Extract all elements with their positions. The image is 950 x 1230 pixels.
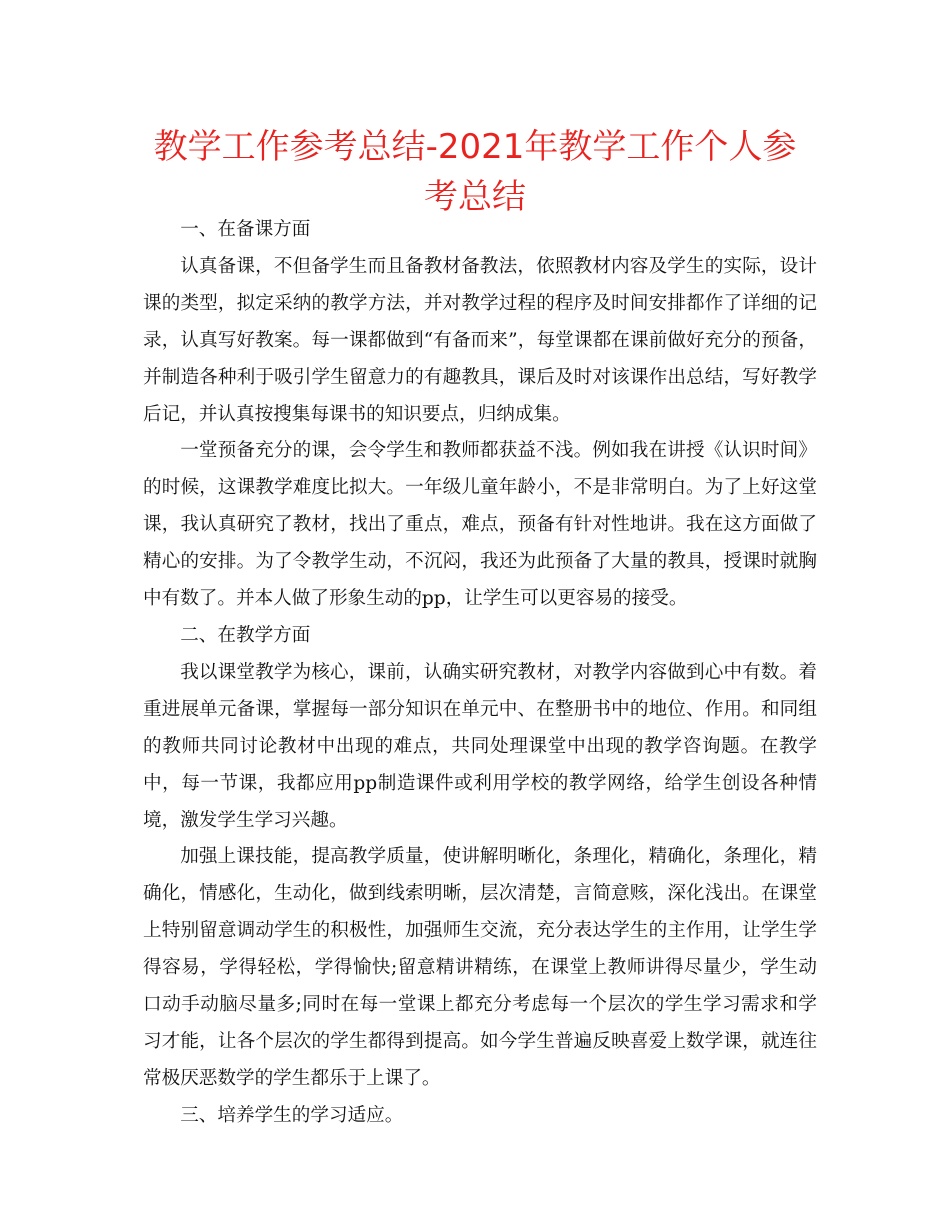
paragraph-lesson-prep: 认真备课，不但备学生而且备教材备教法，依照教材内容及学生的实际，设计课的类型，拟定采纳的教学方法，并对教学过程的程序及时间安排都作了详细的记录，认真写好教案。每一课都做到“有备而来”，每堂课都在课前做好充分的预备，并制造各种利于吸引学生留意力的有趣教具，课后及时对该课作出总结，写好教学后记，并认真按搜集每课书的知识要点，归纳成集。 [143, 255, 817, 425]
section-heading-teaching: 二、在教学方面 [180, 624, 311, 646]
section-heading-study-habits: 三、培养学生的学习适应。 [180, 1104, 404, 1126]
paragraph-prepared-lesson-example: 一堂预备充分的课，会令学生和教师都获益不浅。例如我在讲授《认识时间》的时候，这课教学难度比拟大。一年级儿童年龄小，不是非常明白。为了上好这堂课，我认真研究了教材，找出了重点，难点，预备有针对性地讲。我在这方面做了精心的安排。为了令教学生动，不沉闷，我还为此预备了大量的教具，授课时就胸中有数了。并本人做了形象生动的pp，让学生可以更容易的接受。 [143, 440, 817, 610]
section-heading-lesson-prep: 一、在备课方面 [180, 219, 311, 240]
document-body [143, 212, 817, 1135]
paragraph-classroom-core: 我以课堂教学为核心，课前，认确实研究教材，对教学内容做到心中有数。着重进展单元备课，掌握每一部分知识在单元中、在整册书中的地位、作用。和同组的教师共同讨论教材中出现的难点，共同处理课堂中出现的教学咨询题。在教学中，每一节课，我都应用pp制造课件或利用学校的教学网络，给学生创设各种情境，激发学生学习兴趣。 [143, 661, 817, 831]
document-title: 教学工作参考总结-2021年教学工作个人参考总结 [153, 127, 797, 217]
paragraph-teaching-skills: 加强上课技能，提高教学质量，使讲解明晰化，条理化，精确化，条理化，精确化，情感化，生动化，做到线索明晰，层次清楚，言简意赅，深化浅出。在课堂上特别留意调动学生的积极性，加强师生交流，充分表达学生的主作用，让学生学得容易，学得轻松，学得愉快;留意精讲精练，在课堂上教师讲得尽量少，学生动口动手动脑尽量多;同时在每一堂课上都充分考虑每一个层次的学生学习需求和学习才能，让各个层次的学生都得到提高。如今学生普遍反映喜爱上数学课，就连往常极厌恶数学的学生都乐于上课了。 [143, 846, 817, 1089]
